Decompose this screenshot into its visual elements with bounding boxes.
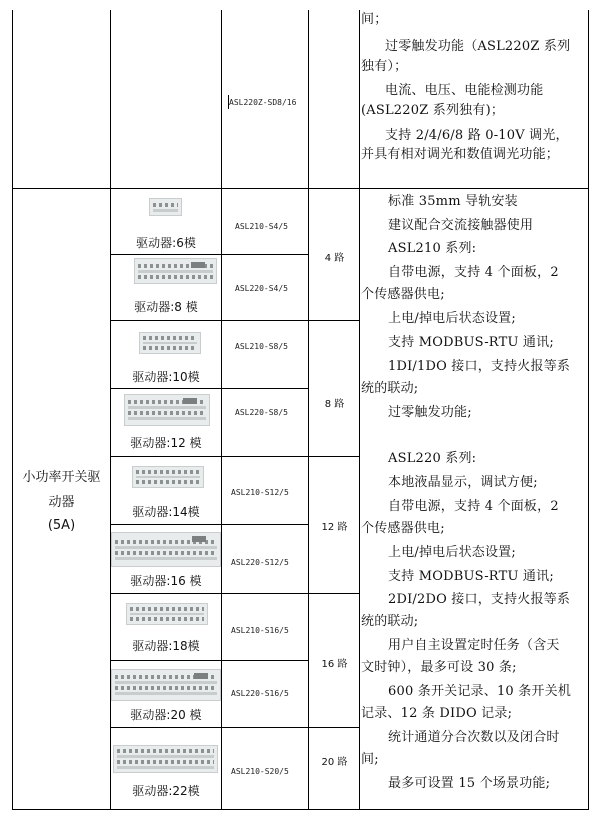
product-label: 驱动器:12 模 [130, 436, 202, 450]
product-label: 驱动器:10模 [132, 370, 200, 384]
model-number: ASL220-S16/5 [231, 689, 289, 698]
table-border-left [12, 10, 13, 810]
feature-line: 2DI/2DO 接口，支持火报等系 [388, 592, 571, 607]
product-image-18-module [126, 603, 208, 625]
product-label: 驱动器:16 模 [130, 574, 202, 588]
product-image-20-module [111, 669, 221, 701]
channel-count: 4 路 [324, 253, 345, 264]
channel-count: 12 路 [321, 522, 348, 533]
product-label: 驱动器:22模 [132, 784, 200, 798]
feature-line: ASL210 系列: [388, 241, 477, 256]
col-divider-2 [221, 10, 222, 810]
feature-line: 标准 35mm 导轨安装 [388, 194, 518, 209]
product-label: 驱动器:6模 [136, 236, 196, 250]
top-description-line: 间； [361, 12, 388, 27]
model-number: ASL210-S16/5 [231, 626, 289, 635]
feature-line: 最多可设置 15 个场景功能; [388, 776, 551, 791]
model-number: ASL210-S8/5 [235, 342, 288, 351]
feature-line: 统的联动; [361, 381, 419, 396]
feature-line: 过零触发功能; [388, 405, 472, 420]
row-divider [110, 254, 309, 255]
top-description-line: 过零触发功能（ASL220Z 系列 [385, 39, 571, 54]
category-label-line3: (5A) [47, 518, 76, 533]
model-number: ASL220-S8/5 [235, 408, 288, 417]
top-description-line: 独有）； [361, 59, 408, 74]
model-number: ASL210-S20/5 [231, 767, 289, 776]
section-divider [12, 188, 589, 189]
feature-line: 支持 MODBUS-RTU 通讯; [388, 569, 554, 584]
product-image-14-module [132, 466, 204, 488]
row-divider [110, 456, 360, 457]
channel-count: 16 路 [321, 659, 348, 670]
feature-line: 文时钟），最多可设 30 条; [361, 660, 517, 675]
feature-line: 1DI/1DO 接口，支持火报等系 [388, 359, 571, 374]
table-border-bottom [12, 809, 589, 810]
row-divider [110, 524, 309, 525]
row-divider [110, 388, 309, 389]
category-label-line2: 动器 [48, 495, 75, 510]
feature-line: 个传感器供电; [361, 287, 445, 302]
top-description-line: 支持 2/4/6/8 路 0-10V 调光， [385, 128, 569, 143]
product-image-8-module [134, 258, 217, 284]
model-number: ASL220-S4/5 [235, 284, 288, 293]
model-number: ASL220-S12/5 [231, 558, 289, 567]
product-label: 驱动器:14模 [132, 505, 200, 519]
channel-count: 20 路 [321, 757, 348, 768]
feature-line: 用户自主设置定时任务（含天 [388, 638, 560, 653]
feature-line: 建议配合交流接触器使用 [388, 218, 534, 233]
col-divider-3 [308, 10, 309, 810]
product-image-16-module [111, 532, 221, 567]
col-divider-4 [359, 10, 360, 810]
product-label: 驱动器:8 模 [134, 300, 198, 314]
model-number: ASL210-S12/5 [231, 488, 289, 497]
feature-line: 个传感器供电; [361, 521, 445, 536]
row-divider [110, 320, 360, 321]
table-border-right [588, 10, 589, 810]
feature-line: 自带电源，支持 4 个面板，2 [388, 499, 559, 514]
feature-line: 统的联动; [361, 614, 419, 629]
feature-line: 间; [361, 752, 379, 767]
feature-line: 记录、12 条 DIDO 记录; [361, 706, 513, 721]
product-image-12-module [124, 394, 210, 426]
product-label: 驱动器:18模 [132, 639, 200, 653]
feature-line: 本地液晶显示，调试方便; [388, 475, 538, 490]
top-description-line: 并具有相对调光和数值调光功能； [361, 147, 560, 162]
feature-line: 统计通道分合次数以及闭合时 [388, 730, 560, 745]
row-divider [110, 593, 360, 594]
product-image-10-module [139, 332, 201, 354]
feature-line: 支持 MODBUS-RTU 通讯; [388, 335, 554, 350]
model-number: ASL210-S4/5 [235, 222, 288, 231]
top-description-line: 电流、电压、电能检测功能 [385, 83, 544, 98]
product-label: 驱动器:20 模 [130, 708, 202, 722]
feature-line: 自带电源，支持 4 个面板，2 [388, 265, 559, 280]
feature-line: 上电/掉电后状态设置; [388, 311, 516, 326]
feature-line: ASL220 系列: [388, 451, 477, 466]
row-divider [110, 727, 360, 728]
product-image-22-module [113, 745, 218, 773]
feature-line: 上电/掉电后状态设置; [388, 545, 516, 560]
top-model: ASL220Z-SD8/16 [229, 98, 297, 107]
category-label-line1: 小功率开关驱 [22, 470, 101, 485]
row-divider [110, 660, 309, 661]
channel-count: 8 路 [324, 399, 345, 410]
product-image-6-module [149, 198, 182, 216]
feature-line: 600 条开关记录、10 条开关机 [388, 684, 572, 699]
top-description-line: (ASL220Z 系列独有)； [361, 103, 505, 118]
